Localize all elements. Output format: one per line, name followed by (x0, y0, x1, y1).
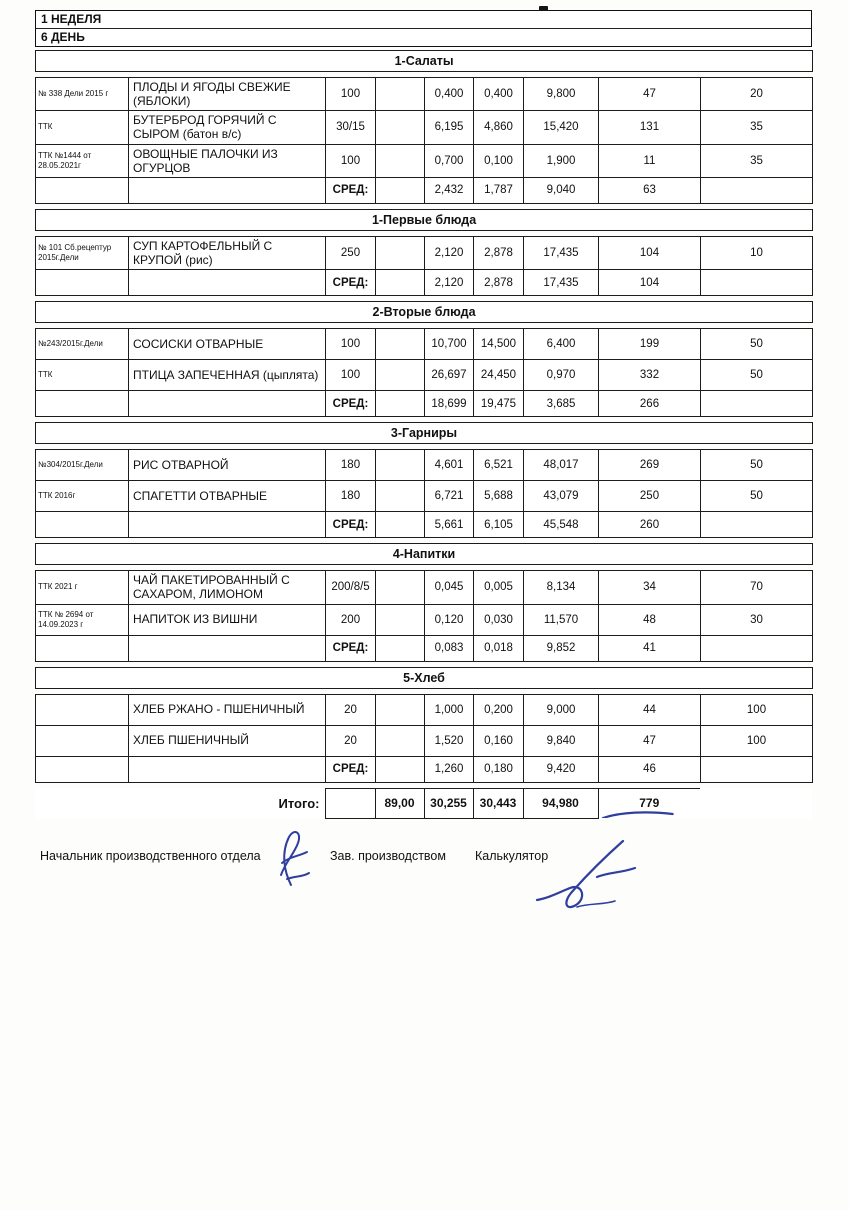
recipe-ref: ТТК (36, 111, 129, 144)
col-5-gross: 1,000 (425, 694, 474, 725)
dish-name: ПТИЦА ЗАПЕЧЕННАЯ (цыплята) (129, 360, 326, 391)
col-8-kcal: 199 (599, 329, 701, 360)
portion-size: 100 (326, 78, 376, 111)
table-row (36, 481, 813, 512)
col-4 (376, 756, 425, 782)
table-row (36, 450, 813, 481)
dish-name: ХЛЕБ ПШЕНИЧНЫЙ (129, 725, 326, 756)
col-7-cost: 9,040 (524, 177, 599, 203)
table-row (36, 694, 813, 725)
col-8-kcal: 47 (599, 725, 701, 756)
col-7-cost: 0,970 (524, 360, 599, 391)
col-5-gross: 1,520 (425, 725, 474, 756)
col-7-cost: 17,435 (524, 270, 599, 296)
col-9: 70 (701, 571, 813, 604)
col-8-kcal: 48 (599, 604, 701, 635)
dish-name (129, 177, 326, 203)
section-title: 1-Салаты (36, 51, 813, 72)
section-header-row (36, 302, 813, 323)
dish-name (129, 391, 326, 417)
col-8-kcal: 63 (599, 177, 701, 203)
col-6-net: 0,100 (474, 144, 524, 177)
col-9 (701, 270, 813, 296)
table-row (36, 144, 813, 177)
col-7-cost: 48,017 (524, 450, 599, 481)
recipe-ref (36, 270, 129, 296)
section-table (35, 328, 813, 417)
col-4 (376, 111, 425, 144)
calculator-label: Калькулятор (475, 848, 549, 863)
recipe-ref: ТТК №1444 от 28.05.2021г (36, 144, 129, 177)
col-7-cost: 9,852 (524, 635, 599, 661)
col-6-net: 14,500 (474, 329, 524, 360)
col-4 (376, 360, 425, 391)
table-row (36, 236, 813, 269)
recipe-ref: № 338 Дели 2015 г (36, 78, 129, 111)
col-7-cost: 1,900 (524, 144, 599, 177)
table-row (36, 111, 813, 144)
section-header-table (35, 422, 813, 444)
col-4 (376, 512, 425, 538)
col-5-gross: 1,260 (425, 756, 474, 782)
recipe-ref (36, 177, 129, 203)
col-6-net: 4,860 (474, 111, 524, 144)
col-9: 50 (701, 481, 813, 512)
col-9 (701, 177, 813, 203)
section-header-row (36, 544, 813, 565)
total-col-3 (325, 788, 375, 818)
dish-name: СОСИСКИ ОТВАРНЫЕ (129, 329, 326, 360)
average-row (36, 270, 813, 296)
signature-head-of-production (257, 827, 329, 893)
recipe-ref: ТТК 2021 г (36, 571, 129, 604)
portion-size: 200/8/5 (326, 571, 376, 604)
section-table (35, 570, 813, 661)
col-7-cost: 6,400 (524, 329, 599, 360)
col-7-cost: 9,420 (524, 756, 599, 782)
portion-size: 100 (326, 144, 376, 177)
col-7-cost: 9,000 (524, 694, 599, 725)
section-title: 4-Напитки (36, 544, 813, 565)
col-5-gross: 26,697 (425, 360, 474, 391)
average-row (36, 391, 813, 417)
col-7-cost: 8,134 (524, 571, 599, 604)
section-table (35, 449, 813, 538)
dish-name: ОВОЩНЫЕ ПАЛОЧКИ ИЗ ОГУРЦОВ (129, 144, 326, 177)
section-table (35, 236, 813, 296)
col-5-gross: 2,432 (425, 177, 474, 203)
col-4 (376, 694, 425, 725)
col-4 (376, 78, 425, 111)
total-col-8 (598, 788, 700, 818)
section-table (35, 694, 813, 783)
dish-name (129, 635, 326, 661)
portion-size: 100 (326, 360, 376, 391)
recipe-ref: ТТК № 2694 от 14.09.2023 г (36, 604, 129, 635)
table-row (36, 604, 813, 635)
dish-name: РИС ОТВАРНОЙ (129, 450, 326, 481)
col-9: 50 (701, 360, 813, 391)
day-label: 6 ДЕНЬ (41, 30, 85, 44)
section-title: 5-Хлеб (36, 667, 813, 688)
col-4 (376, 725, 425, 756)
total-col-4: 89,00 (375, 788, 424, 818)
col-6-net: 0,160 (474, 725, 524, 756)
col-4 (376, 270, 425, 296)
portion-size: 180 (326, 450, 376, 481)
recipe-ref: №304/2015г.Дели (36, 450, 129, 481)
recipe-ref (36, 635, 129, 661)
table-row (36, 360, 813, 391)
portion-size: 180 (326, 481, 376, 512)
week-label: 1 НЕДЕЛЯ (36, 11, 811, 29)
totals-row-table (35, 788, 812, 819)
portion-size: 20 (326, 725, 376, 756)
col-9 (701, 635, 813, 661)
col-8-kcal: 47 (599, 78, 701, 111)
col-9: 35 (701, 111, 813, 144)
dish-name: ХЛЕБ РЖАНО - ПШЕНИЧНЫЙ (129, 694, 326, 725)
portion-size: 250 (326, 236, 376, 269)
col-8-kcal: 34 (599, 571, 701, 604)
col-7-cost: 17,435 (524, 236, 599, 269)
average-label: СРЕД: (326, 635, 376, 661)
average-row (36, 756, 813, 782)
col-4 (376, 481, 425, 512)
signature-calculator (527, 835, 659, 921)
section-header-table (35, 667, 813, 689)
table-row (36, 329, 813, 360)
col-9: 35 (701, 144, 813, 177)
dish-name: ЧАЙ ПАКЕТИРОВАННЫЙ С САХАРОМ, ЛИМОНОМ (129, 571, 326, 604)
dish-name: БУТЕРБРОД ГОРЯЧИЙ С СЫРОМ (батон в/с) (129, 111, 326, 144)
col-6-net: 6,521 (474, 450, 524, 481)
menu-sections (35, 50, 812, 783)
dish-name (129, 512, 326, 538)
total-row (35, 788, 812, 818)
total-col-9 (700, 788, 812, 818)
recipe-ref: ТТК 2016г (36, 481, 129, 512)
col-6-net: 0,200 (474, 694, 524, 725)
total-col-5: 30,255 (424, 788, 473, 818)
col-5-gross: 2,120 (425, 270, 474, 296)
section-header-table (35, 50, 813, 72)
col-7-cost: 3,685 (524, 391, 599, 417)
col-8-kcal: 260 (599, 512, 701, 538)
col-7-cost: 43,079 (524, 481, 599, 512)
week-day-header (35, 10, 812, 47)
col-8-kcal: 250 (599, 481, 701, 512)
section-header-row (36, 209, 813, 230)
section-header-table (35, 301, 813, 323)
section-title: 1-Первые блюда (36, 209, 813, 230)
col-8-kcal: 332 (599, 360, 701, 391)
col-8-kcal: 104 (599, 236, 701, 269)
average-row (36, 635, 813, 661)
col-8-kcal: 266 (599, 391, 701, 417)
col-6-net: 2,878 (474, 270, 524, 296)
average-label: СРЕД: (326, 177, 376, 203)
col-6-net: 1,787 (474, 177, 524, 203)
col-7-cost: 9,800 (524, 78, 599, 111)
section-header-table (35, 543, 813, 565)
col-9: 30 (701, 604, 813, 635)
col-5-gross: 0,083 (425, 635, 474, 661)
total-col-6: 30,443 (473, 788, 523, 818)
col-8-kcal: 46 (599, 756, 701, 782)
col-6-net: 0,180 (474, 756, 524, 782)
col-9 (701, 391, 813, 417)
average-label: СРЕД: (326, 756, 376, 782)
col-7-cost: 45,548 (524, 512, 599, 538)
col-8-kcal: 41 (599, 635, 701, 661)
portion-size: 30/15 (326, 111, 376, 144)
table-row (36, 725, 813, 756)
recipe-ref: ТТК (36, 360, 129, 391)
average-label: СРЕД: (326, 270, 376, 296)
head-of-production-label: Начальник производственного отдела (40, 848, 261, 863)
recipe-ref (36, 725, 129, 756)
col-6-net: 0,005 (474, 571, 524, 604)
col-8-kcal: 131 (599, 111, 701, 144)
col-5-gross: 5,661 (425, 512, 474, 538)
col-5-gross: 2,120 (425, 236, 474, 269)
col-4 (376, 635, 425, 661)
col-4 (376, 450, 425, 481)
col-4 (376, 571, 425, 604)
col-6-net: 19,475 (474, 391, 524, 417)
section-header-row (36, 51, 813, 72)
col-9: 50 (701, 450, 813, 481)
average-label: СРЕД: (326, 391, 376, 417)
col-5-gross: 10,700 (425, 329, 474, 360)
recipe-ref (36, 512, 129, 538)
col-6-net: 2,878 (474, 236, 524, 269)
col-9: 50 (701, 329, 813, 360)
col-5-gross: 6,721 (425, 481, 474, 512)
col-4 (376, 177, 425, 203)
total-col-7: 94,980 (523, 788, 598, 818)
col-9: 10 (701, 236, 813, 269)
col-4 (376, 329, 425, 360)
dish-name: НАПИТОК ИЗ ВИШНИ (129, 604, 326, 635)
table-row (36, 78, 813, 111)
col-4 (376, 144, 425, 177)
dish-name: СУП КАРТОФЕЛЬНЫЙ С КРУПОЙ (рис) (129, 236, 326, 269)
col-4 (376, 391, 425, 417)
col-8-kcal: 44 (599, 694, 701, 725)
col-6-net: 0,030 (474, 604, 524, 635)
portion-size: 100 (326, 329, 376, 360)
recipe-ref: № 101 Сб.рецептур 2015г.Дели (36, 236, 129, 269)
recipe-ref (36, 391, 129, 417)
section-title: 3-Гарниры (36, 423, 813, 444)
col-5-gross: 0,700 (425, 144, 474, 177)
col-7-cost: 15,420 (524, 111, 599, 144)
recipe-ref: №243/2015г.Дели (36, 329, 129, 360)
col-8-kcal: 269 (599, 450, 701, 481)
portion-size: 200 (326, 604, 376, 635)
section-header-row (36, 423, 813, 444)
recipe-ref (36, 756, 129, 782)
signature-line (35, 845, 812, 867)
average-row (36, 512, 813, 538)
col-5-gross: 6,195 (425, 111, 474, 144)
production-manager-label: Зав. производством (330, 848, 446, 863)
col-5-gross: 18,699 (425, 391, 474, 417)
col-6-net: 0,018 (474, 635, 524, 661)
average-row (36, 177, 813, 203)
col-4 (376, 236, 425, 269)
section-header-row (36, 667, 813, 688)
table-row (36, 571, 813, 604)
col-5-gross: 0,120 (425, 604, 474, 635)
dish-name: СПАГЕТТИ ОТВАРНЫЕ (129, 481, 326, 512)
section-table (35, 77, 813, 204)
recipe-ref (36, 694, 129, 725)
col-6-net: 5,688 (474, 481, 524, 512)
dish-name (129, 756, 326, 782)
portion-size: 20 (326, 694, 376, 725)
col-9: 100 (701, 694, 813, 725)
section-header-table (35, 209, 813, 231)
pen-underline-mark (599, 809, 701, 818)
col-5-gross: 4,601 (425, 450, 474, 481)
col-9: 100 (701, 725, 813, 756)
col-9 (701, 756, 813, 782)
document-page (35, 10, 812, 867)
col-6-net: 0,400 (474, 78, 524, 111)
section-title: 2-Вторые блюда (36, 302, 813, 323)
scan-artifact (539, 6, 548, 11)
dish-name (129, 270, 326, 296)
col-7-cost: 9,840 (524, 725, 599, 756)
col-6-net: 6,105 (474, 512, 524, 538)
dish-name: ПЛОДЫ И ЯГОДЫ СВЕЖИЕ (ЯБЛОКИ) (129, 78, 326, 111)
total-col-8-value: 779 (639, 796, 660, 811)
col-9: 20 (701, 78, 813, 111)
col-9 (701, 512, 813, 538)
col-8-kcal: 11 (599, 144, 701, 177)
col-5-gross: 0,400 (425, 78, 474, 111)
col-8-kcal: 104 (599, 270, 701, 296)
col-7-cost: 11,570 (524, 604, 599, 635)
col-6-net: 24,450 (474, 360, 524, 391)
total-label: Итого: (278, 795, 320, 811)
col-4 (376, 604, 425, 635)
col-5-gross: 0,045 (425, 571, 474, 604)
average-label: СРЕД: (326, 512, 376, 538)
